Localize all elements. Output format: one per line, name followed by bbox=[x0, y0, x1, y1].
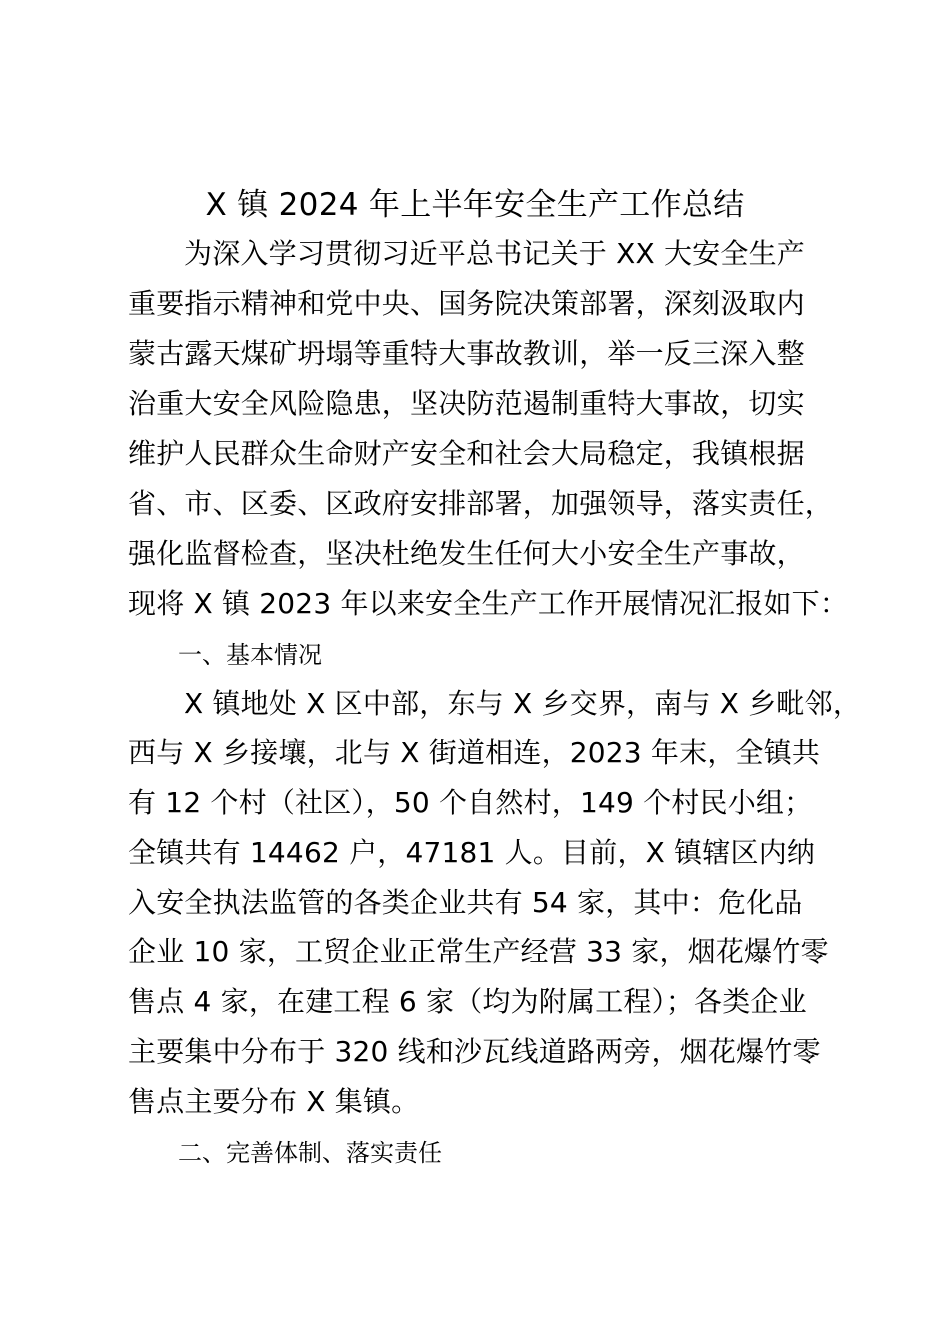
intro-line-2: 重要指示精神和党中央、国务院决策部署，深刻汲取内 bbox=[128, 287, 805, 320]
section1-line-4: 全镇共有 14462 户，47181 人。目前，X 镇辖区内纳 bbox=[128, 836, 816, 869]
section-heading-system-responsibility: 二、完善体制、落实责任 bbox=[178, 1139, 442, 1167]
intro-line-7: 强化监督检查，坚决杜绝发生任何大小安全生产事故， bbox=[128, 537, 805, 570]
intro-line-3: 蒙古露天煤矿坍塌等重特大事故教训，举一反三深入整 bbox=[128, 337, 805, 370]
intro-line-8: 现将 X 镇 2023 年以来安全生产工作开展情况汇报如下： bbox=[128, 587, 849, 620]
intro-line-1: 为深入学习贯彻习近平总书记关于 XX 大安全生产 bbox=[184, 237, 805, 270]
intro-line-6: 省、市、区委、区政府安排部署，加强领导，落实责任， bbox=[128, 487, 834, 520]
section1-line-3: 有 12 个村（社区），50 个自然村，149 个村民小组； bbox=[128, 786, 813, 819]
intro-line-5: 维护人民群众生命财产安全和社会大局稳定，我镇根据 bbox=[128, 437, 805, 470]
section1-line-5: 入安全执法监管的各类企业共有 54 家，其中：危化品 bbox=[128, 886, 803, 919]
section1-line-7: 售点 4 家，在建工程 6 家（均为附属工程）；各类企业 bbox=[128, 985, 807, 1018]
section1-line-1: X 镇地处 X 区中部，东与 X 乡交界，南与 X 乡毗邻， bbox=[184, 687, 862, 720]
section1-line-8: 主要集中分布于 320 线和沙瓦线道路两旁，烟花爆竹零 bbox=[128, 1035, 821, 1068]
section-heading-basic-info: 一、基本情况 bbox=[178, 641, 322, 669]
intro-line-4: 治重大安全风险隐患，坚决防范遏制重特大事故，切实 bbox=[128, 387, 805, 420]
section1-line-6: 企业 10 家，工贸企业正常生产经营 33 家，烟花爆竹零 bbox=[128, 935, 829, 968]
section1-line-2: 西与 X 乡接壤，北与 X 街道相连，2023 年末，全镇共 bbox=[128, 736, 821, 769]
document-title: X 镇 2024 年上半年安全生产工作总结 bbox=[205, 187, 745, 223]
section1-line-9: 售点主要分布 X 集镇。 bbox=[128, 1085, 420, 1118]
